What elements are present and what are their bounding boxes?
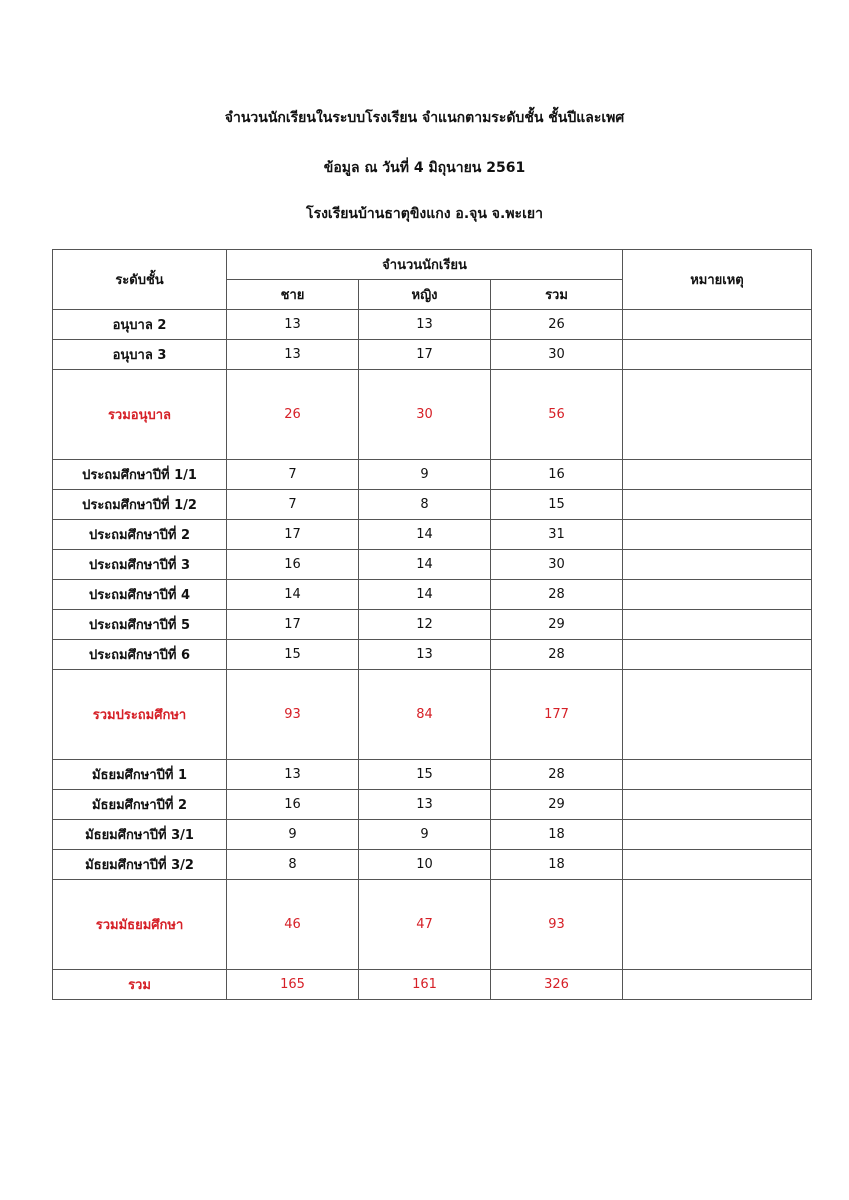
remark-cell bbox=[623, 970, 812, 1000]
level-cell: รวมประถมศึกษา bbox=[53, 670, 227, 760]
subtotal-row bbox=[53, 670, 812, 760]
header-female: หญิง bbox=[359, 280, 491, 310]
level-cell: มัธยมศึกษาปีที่ 3/1 bbox=[53, 820, 227, 850]
header-students: จำนวนนักเรียน bbox=[227, 250, 623, 280]
header-level: ระดับชั้น bbox=[53, 250, 227, 310]
table-row bbox=[53, 850, 812, 880]
total-cell: 30 bbox=[491, 550, 623, 580]
total-cell: 18 bbox=[491, 850, 623, 880]
table-row bbox=[53, 520, 812, 550]
level-cell: อนุบาล 3 bbox=[53, 340, 227, 370]
remark-cell bbox=[623, 670, 812, 760]
total-cell: 31 bbox=[491, 520, 623, 550]
level-cell: อนุบาล 2 bbox=[53, 310, 227, 340]
male-cell: 9 bbox=[227, 820, 359, 850]
subtotal-row bbox=[53, 880, 812, 970]
header-male: ชาย bbox=[227, 280, 359, 310]
total-cell: 29 bbox=[491, 610, 623, 640]
female-cell: 15 bbox=[359, 760, 491, 790]
table-row bbox=[53, 820, 812, 850]
male-cell: 93 bbox=[227, 670, 359, 760]
total-cell: 15 bbox=[491, 490, 623, 520]
table-row bbox=[53, 640, 812, 670]
male-cell: 13 bbox=[227, 760, 359, 790]
level-cell: รวมอนุบาล bbox=[53, 370, 227, 460]
remark-cell bbox=[623, 550, 812, 580]
header-remark: หมายเหตุ bbox=[623, 250, 812, 310]
total-cell: 28 bbox=[491, 580, 623, 610]
grand-total-row bbox=[53, 970, 812, 1000]
female-cell: 30 bbox=[359, 370, 491, 460]
remark-cell bbox=[623, 370, 812, 460]
total-cell: 16 bbox=[491, 460, 623, 490]
data-date: ข้อมูล ณ วันที่ 4 มิถุนายน 2561 bbox=[323, 160, 526, 176]
female-cell: 14 bbox=[359, 580, 491, 610]
remark-cell bbox=[623, 580, 812, 610]
female-cell: 10 bbox=[359, 850, 491, 880]
male-cell: 7 bbox=[227, 490, 359, 520]
total-cell: 26 bbox=[491, 310, 623, 340]
total-cell: 326 bbox=[491, 970, 623, 1000]
remark-cell bbox=[623, 760, 812, 790]
level-cell: รวม bbox=[53, 970, 227, 1000]
level-cell: ประถมศึกษาปีที่ 1/2 bbox=[53, 490, 227, 520]
male-cell: 16 bbox=[227, 790, 359, 820]
remark-cell bbox=[623, 310, 812, 340]
female-cell: 14 bbox=[359, 550, 491, 580]
male-cell: 16 bbox=[227, 550, 359, 580]
table-row bbox=[53, 610, 812, 640]
total-cell: 29 bbox=[491, 790, 623, 820]
remark-cell bbox=[623, 880, 812, 970]
male-cell: 17 bbox=[227, 520, 359, 550]
total-cell: 28 bbox=[491, 640, 623, 670]
remark-cell bbox=[623, 790, 812, 820]
female-cell: 13 bbox=[359, 640, 491, 670]
level-cell: มัธยมศึกษาปีที่ 3/2 bbox=[53, 850, 227, 880]
subtotal-row bbox=[53, 370, 812, 460]
table-row bbox=[53, 460, 812, 490]
total-cell: 28 bbox=[491, 760, 623, 790]
level-cell: ประถมศึกษาปีที่ 2 bbox=[53, 520, 227, 550]
level-cell: ประถมศึกษาปีที่ 5 bbox=[53, 610, 227, 640]
level-cell: ประถมศึกษาปีที่ 4 bbox=[53, 580, 227, 610]
female-cell: 9 bbox=[359, 460, 491, 490]
table-row bbox=[53, 310, 812, 340]
male-cell: 13 bbox=[227, 340, 359, 370]
remark-cell bbox=[623, 460, 812, 490]
header-total: รวม bbox=[491, 280, 623, 310]
male-cell: 26 bbox=[227, 370, 359, 460]
document-title: จำนวนนักเรียนในระบบโรงเรียน จำแนกตามระดับชั้น ชั้นปีและเพศ bbox=[224, 110, 625, 126]
school-name: โรงเรียนบ้านธาตุขิงแกง อ.จุน จ.พะเยา bbox=[306, 206, 543, 222]
remark-cell bbox=[623, 640, 812, 670]
male-cell: 8 bbox=[227, 850, 359, 880]
table-row bbox=[53, 340, 812, 370]
male-cell: 46 bbox=[227, 880, 359, 970]
level-cell: มัธยมศึกษาปีที่ 1 bbox=[53, 760, 227, 790]
female-cell: 14 bbox=[359, 520, 491, 550]
level-cell: ประถมศึกษาปีที่ 6 bbox=[53, 640, 227, 670]
student-count-table bbox=[52, 249, 812, 1000]
level-cell: รวมมัธยมศึกษา bbox=[53, 880, 227, 970]
level-cell: มัธยมศึกษาปีที่ 2 bbox=[53, 790, 227, 820]
table-row bbox=[53, 550, 812, 580]
total-cell: 93 bbox=[491, 880, 623, 970]
female-cell: 84 bbox=[359, 670, 491, 760]
table-row bbox=[53, 490, 812, 520]
total-cell: 177 bbox=[491, 670, 623, 760]
female-cell: 13 bbox=[359, 790, 491, 820]
female-cell: 9 bbox=[359, 820, 491, 850]
female-cell: 8 bbox=[359, 490, 491, 520]
female-cell: 17 bbox=[359, 340, 491, 370]
female-cell: 47 bbox=[359, 880, 491, 970]
total-cell: 56 bbox=[491, 370, 623, 460]
level-cell: ประถมศึกษาปีที่ 1/1 bbox=[53, 460, 227, 490]
level-cell: ประถมศึกษาปีที่ 3 bbox=[53, 550, 227, 580]
table-row bbox=[53, 790, 812, 820]
table-row bbox=[53, 580, 812, 610]
male-cell: 14 bbox=[227, 580, 359, 610]
male-cell: 15 bbox=[227, 640, 359, 670]
male-cell: 17 bbox=[227, 610, 359, 640]
male-cell: 7 bbox=[227, 460, 359, 490]
female-cell: 13 bbox=[359, 310, 491, 340]
remark-cell bbox=[623, 820, 812, 850]
male-cell: 165 bbox=[227, 970, 359, 1000]
female-cell: 161 bbox=[359, 970, 491, 1000]
remark-cell bbox=[623, 490, 812, 520]
total-cell: 30 bbox=[491, 340, 623, 370]
remark-cell bbox=[623, 520, 812, 550]
remark-cell bbox=[623, 340, 812, 370]
male-cell: 13 bbox=[227, 310, 359, 340]
remark-cell bbox=[623, 850, 812, 880]
total-cell: 18 bbox=[491, 820, 623, 850]
table-row bbox=[53, 760, 812, 790]
header-row bbox=[53, 250, 812, 280]
remark-cell bbox=[623, 610, 812, 640]
female-cell: 12 bbox=[359, 610, 491, 640]
